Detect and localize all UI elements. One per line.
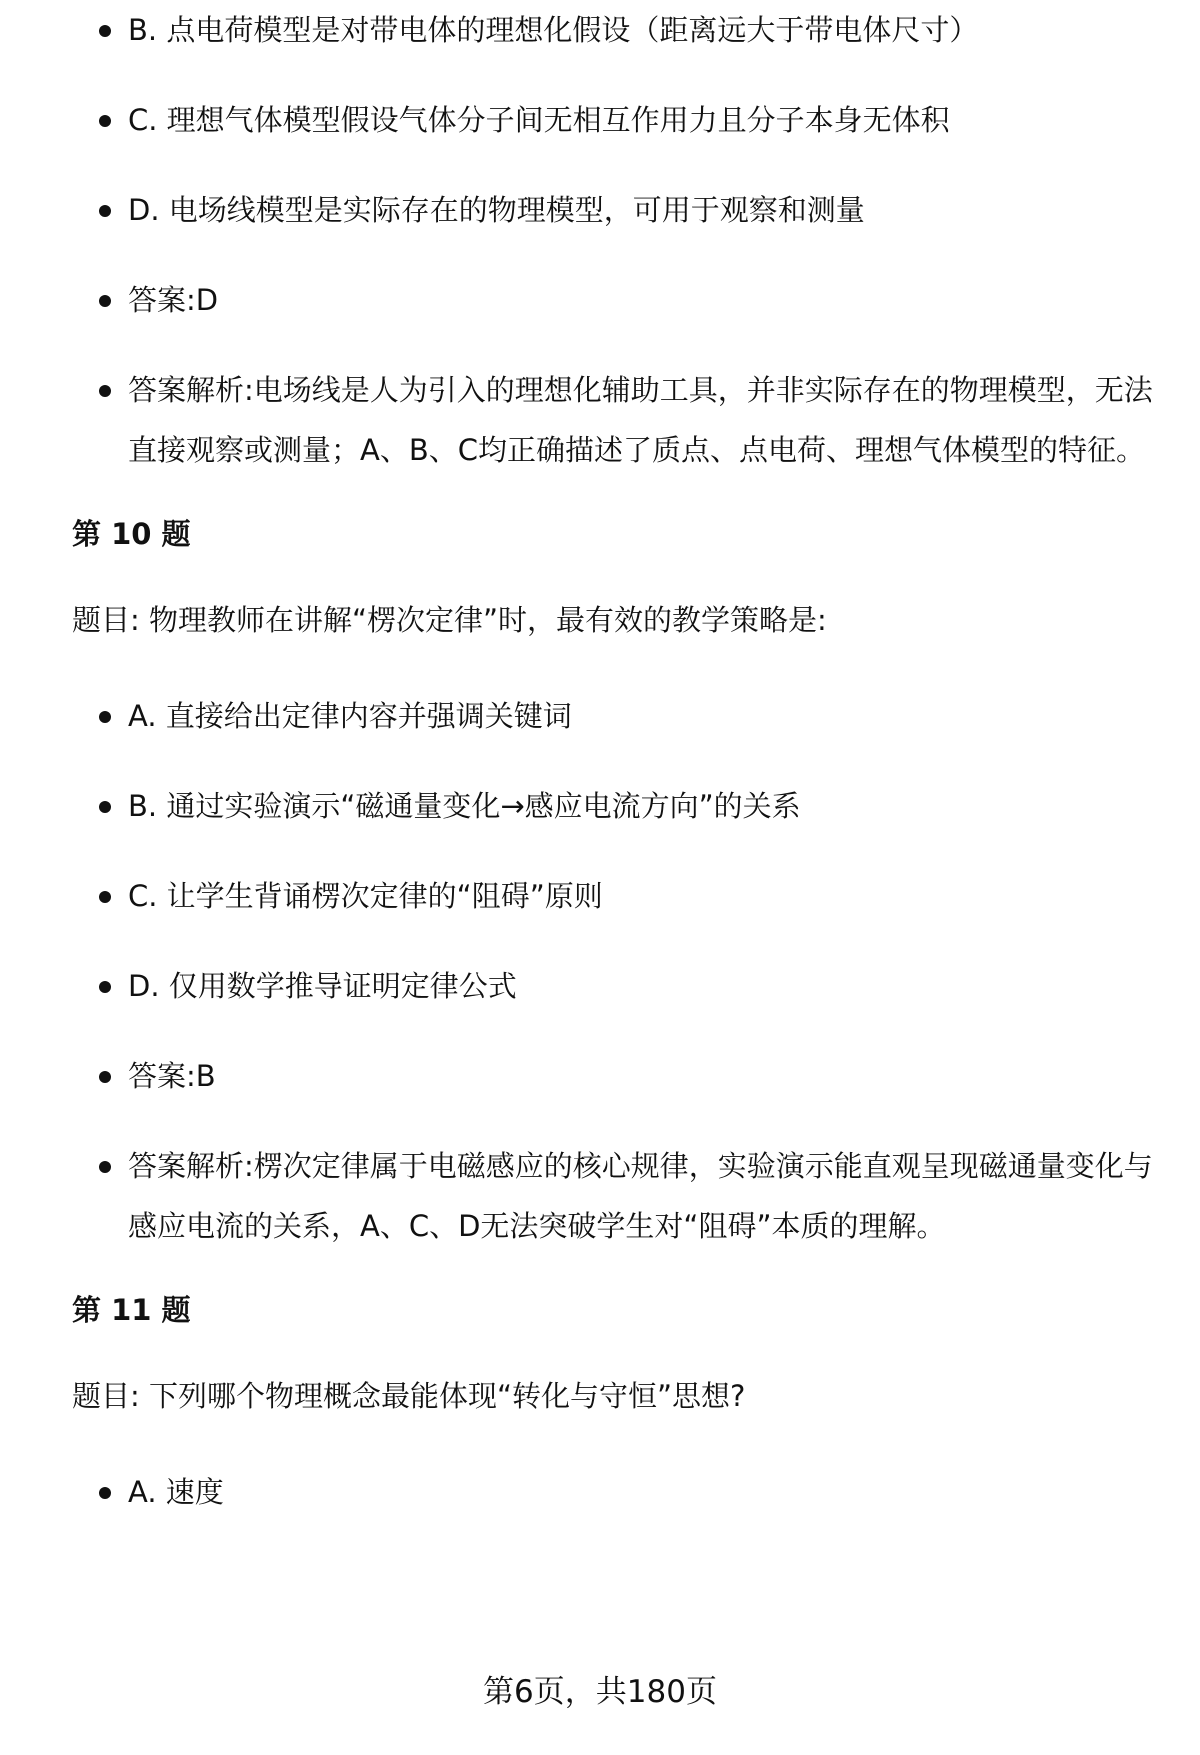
question-11-options	[72, 1462, 1162, 1522]
option-c: C. 让学生背诵楞次定律的“阻碍”原则	[72, 866, 1162, 926]
option-b: B. 通过实验演示“磁通量变化→感应电流方向”的关系	[72, 776, 1162, 836]
option-a: A. 速度	[72, 1462, 1162, 1522]
answer-explanation: 答案解析:电场线是人为引入的理想化辅助工具，并非实际存在的物理模型，无法直接观察或测量；A、B、C均正确描述了质点、点电荷、理想气体模型的特征。	[72, 360, 1162, 480]
option-b: B. 点电荷模型是对带电体的理想化假设（距离远大于带电体尺寸）	[72, 0, 1162, 60]
document-page	[72, 0, 1162, 1552]
question-11-text: 题目: 下列哪个物理概念最能体现“转化与守恒”思想?	[72, 1379, 746, 1413]
question-11-heading: 第 11 题	[72, 1293, 191, 1327]
page-number: 第6页，共180页	[483, 1674, 717, 1710]
answer-explanation: 答案解析:楞次定律属于电磁感应的核心规律，实验演示能直观呈现磁通量变化与感应电流的关系，A、C、D无法突破学生对“阻碍”本质的理解。	[72, 1136, 1162, 1256]
question-10-text: 题目: 物理教师在讲解“楞次定律”时，最有效的教学策略是:	[72, 603, 827, 637]
option-d: D. 仅用数学推导证明定律公式	[72, 956, 1162, 1016]
question-10-heading: 第 10 题	[72, 517, 191, 551]
answer: 答案:B	[72, 1046, 1162, 1106]
option-c: C. 理想气体模型假设气体分子间无相互作用力且分子本身无体积	[72, 90, 1162, 150]
option-a: A. 直接给出定律内容并强调关键词	[72, 686, 1162, 746]
question-9-options	[72, 0, 1162, 480]
question-10-options	[72, 686, 1162, 1256]
answer: 答案:D	[72, 270, 1162, 330]
option-d: D. 电场线模型是实际存在的物理模型，可用于观察和测量	[72, 180, 1162, 240]
